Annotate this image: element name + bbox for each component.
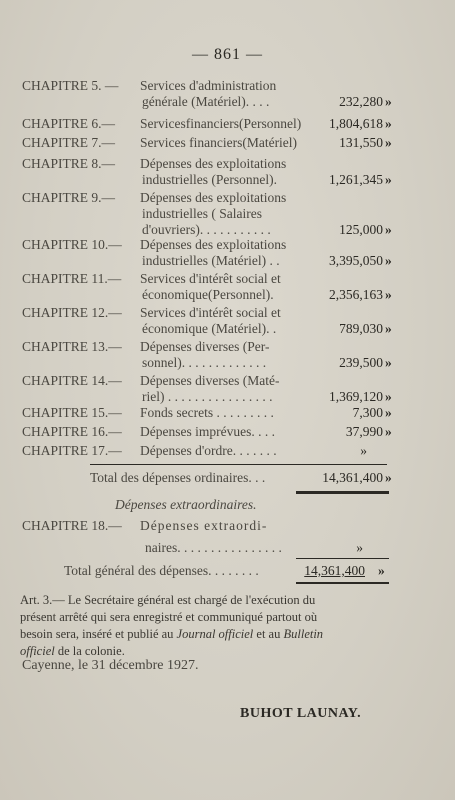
chapter-amount: 1,261,345 [329, 172, 383, 187]
chapter-description: sonnel). . . . . . . . . . . . . [142, 355, 267, 370]
article-line-4-b: de la colonie. [54, 644, 125, 658]
chapter-label: CHAPITRE 8.— [22, 156, 116, 171]
grand-total-mark: » [378, 563, 385, 578]
chapter-amount: 239,500 [339, 355, 383, 370]
article-line-1: Art. 3.— Le Secrétaire général est chargé de l'exécution du [20, 593, 316, 607]
chapter-description: Dépenses des exploitations [140, 190, 287, 205]
page-number: — 861 — [192, 46, 263, 63]
chapter-mark: » [385, 389, 392, 404]
chapter-amount: 131,550 [339, 135, 383, 150]
chapter-description: Services d'administration [140, 78, 277, 93]
chapter-description: générale (Matériel). . . . [142, 94, 270, 109]
total-ordinary-label: Total des dépenses ordinaires. . . [90, 470, 266, 485]
chapter-mark: » [385, 135, 392, 150]
chapter-description: économique(Personnel). [142, 287, 274, 302]
chapter-description: Dépenses imprévues. . . . [140, 424, 275, 439]
chapter-mark: » [385, 94, 392, 109]
article-line-3-c: et au [253, 627, 284, 641]
chapter-mark: » [385, 222, 392, 237]
total-ordinary-mark: » [385, 470, 392, 485]
chapter-amount: 37,990 [345, 424, 383, 439]
chapter-mark: » [385, 253, 392, 268]
chapter-description: Dépenses diverses (Per- [140, 339, 270, 354]
chapter-description: Dépenses d'ordre. . . . . . . [140, 443, 277, 458]
chapter-description: industrielles (Matériel) . . [142, 253, 280, 268]
chapter-description: Dépenses des exploitations [140, 237, 287, 252]
chapter-mark: » [385, 172, 392, 187]
chapter-amount: 232,280 [339, 94, 383, 109]
article-3 [20, 592, 390, 660]
chapter-description: riel) . . . . . . . . . . . . . . . . [142, 389, 273, 404]
chapter-18-label: CHAPITRE 18.— [22, 518, 122, 533]
chapter-label: CHAPITRE 14.— [22, 373, 122, 388]
chapter-amount: 125,000 [339, 222, 383, 237]
total-ordinary-amount: 14,361,400 [322, 470, 383, 485]
grand-total-label: Total général des dépenses. . . . . . . . [64, 563, 259, 578]
chapter-description: d'ouvriers). . . . . . . . . . . [142, 222, 271, 237]
chapter-label: CHAPITRE 9.— [22, 190, 116, 205]
total-ordinary-double-rule [296, 491, 389, 494]
date-line: Cayenne, le 31 décembre 1927. [22, 658, 199, 673]
chapter-description: Services financiers(Matériel) [140, 135, 298, 150]
journal-officiel: Journal officiel [176, 627, 254, 641]
bulletin: Bulletin [283, 627, 324, 641]
chapter-description: économique (Matériel). . [142, 321, 277, 336]
article-line-3-a: besoin sera, inséré et publié au [20, 627, 177, 641]
chapter-mark: » [385, 321, 392, 336]
chapter-amount: 2,356,163 [329, 287, 383, 302]
chapter-18-amount: » [356, 540, 363, 555]
chapter-mark: » [385, 287, 392, 302]
chapter-amount: 1,804,618 [329, 116, 383, 131]
chapter-description: Services d'intérêt social et [140, 305, 281, 320]
article-line-2: présent arrêté qui sera enregistré et communiqué partout où [20, 610, 318, 624]
officiel: officiel [20, 644, 55, 658]
chapter-label: CHAPITRE 7.— [22, 135, 116, 150]
chapter-description: industrielles (Personnel). [142, 172, 277, 187]
chapter-label: CHAPITRE 5. — [22, 78, 119, 93]
grand-total-rule [296, 558, 389, 559]
grand-total-double-rule [296, 582, 389, 584]
chapter-mark: » [385, 424, 392, 439]
chapter-description: Servicesfinanciers(Personnel) [140, 116, 302, 131]
chapter-mark: » [385, 116, 392, 131]
chapter-label: CHAPITRE 15.— [22, 405, 122, 420]
chapter-mark: » [385, 405, 392, 420]
chapter-description: Fonds secrets . . . . . . . . . [140, 405, 274, 420]
chapter-description: Dépenses des exploitations [140, 156, 287, 171]
chapter-description: Services d'intérêt social et [140, 271, 281, 286]
chapter-amount: 1,369,120 [329, 389, 383, 404]
article-line-3 [20, 626, 390, 643]
chapter-18-line1: Dépenses extraordi- [140, 518, 268, 533]
chapter-label: CHAPITRE 10.— [22, 237, 122, 252]
chapter-amount: 789,030 [339, 321, 383, 336]
chapter-label: CHAPITRE 6.— [22, 116, 116, 131]
chapter-label: CHAPITRE 12.— [22, 305, 122, 320]
total-ordinary-rule [90, 464, 387, 465]
chapter-label: CHAPITRE 11.— [22, 271, 122, 286]
extraordinary-heading-text: Dépenses extraordinaires. [115, 497, 257, 512]
chapter-description: Dépenses diverses (Maté- [140, 373, 280, 388]
chapter-amount: 7,300 [352, 405, 383, 420]
chapter-label: CHAPITRE 16.— [22, 424, 122, 439]
chapter-label: CHAPITRE 17.— [22, 443, 122, 458]
chapter-description: industrielles ( Salaires [142, 206, 262, 221]
signature: BUHOT LAUNAY. [240, 706, 362, 721]
chapter-amount: 3,395,050 [329, 253, 383, 268]
chapter-18-line2: naires. . . . . . . . . . . . . . . . [145, 540, 282, 555]
chapter-amount: » [360, 443, 367, 458]
grand-total-amount: 14,361,400 [304, 563, 365, 578]
chapter-mark: » [385, 355, 392, 370]
chapter-label: CHAPITRE 13.— [22, 339, 122, 354]
